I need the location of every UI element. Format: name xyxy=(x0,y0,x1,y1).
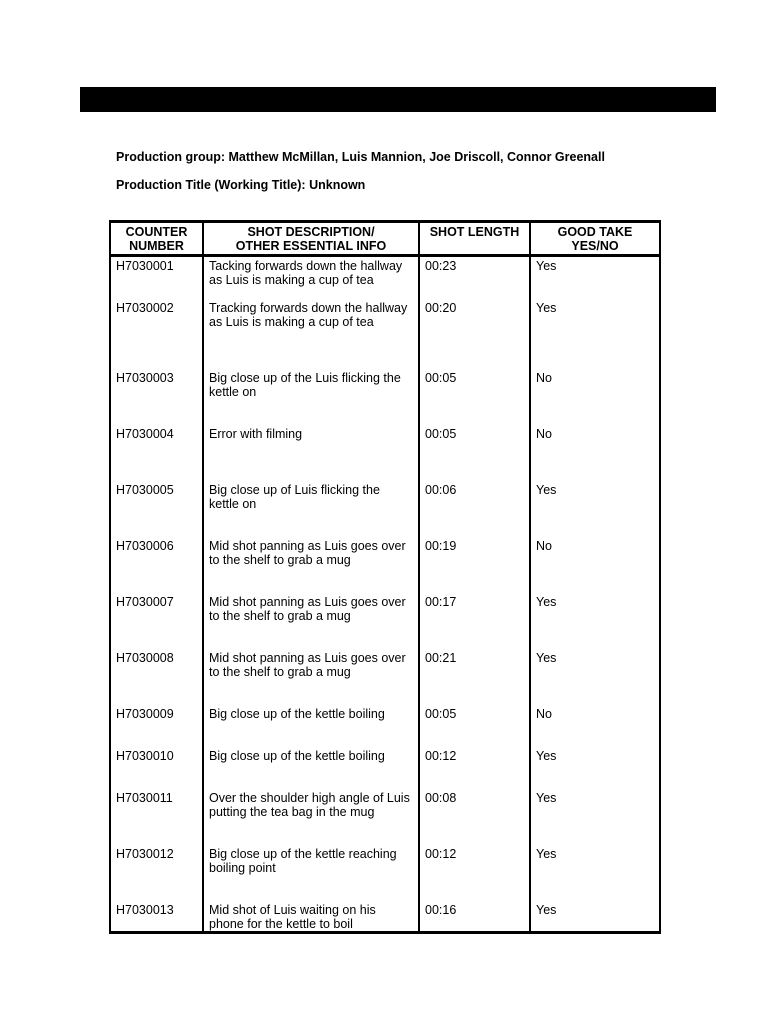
description-cell: Mid shot of Luis waiting on his phone for the kettle to boil xyxy=(203,901,419,933)
good-take-cell: Yes xyxy=(530,845,660,901)
length-cell: 00:05 xyxy=(419,705,530,747)
description-cell: Error with filming xyxy=(203,425,419,481)
table-row xyxy=(110,789,660,845)
good-take-cell: Yes xyxy=(530,789,660,845)
good-take-cell: No xyxy=(530,537,660,593)
length-cell: 00:12 xyxy=(419,845,530,901)
table-row xyxy=(110,901,660,933)
counter-cell: H7030002 xyxy=(110,299,203,369)
description-cell: Big close up of the kettle reaching boiling point xyxy=(203,845,419,901)
counter-cell: H7030013 xyxy=(110,901,203,933)
description-cell: Mid shot panning as Luis goes over to the shelf to grab a mug xyxy=(203,593,419,649)
length-cell: 00:16 xyxy=(419,901,530,933)
description-cell: Mid shot panning as Luis goes over to the shelf to grab a mug xyxy=(203,649,419,705)
good-take-cell: Yes xyxy=(530,593,660,649)
production-group-line xyxy=(116,150,605,164)
good-take-cell: Yes xyxy=(530,747,660,789)
counter-cell: H7030008 xyxy=(110,649,203,705)
table-row xyxy=(110,593,660,649)
good-take-cell: Yes xyxy=(530,481,660,537)
good-take-cell: No xyxy=(530,425,660,481)
counter-cell: H7030003 xyxy=(110,369,203,425)
length-cell: 00:05 xyxy=(419,369,530,425)
table-row xyxy=(110,299,660,369)
table-header-row xyxy=(110,222,660,256)
length-cell: 00:17 xyxy=(419,593,530,649)
counter-cell: H7030009 xyxy=(110,705,203,747)
description-cell: Big close up of the Luis flicking the kettle on xyxy=(203,369,419,425)
length-cell: 00:21 xyxy=(419,649,530,705)
counter-cell: H7030004 xyxy=(110,425,203,481)
counter-cell: H7030010 xyxy=(110,747,203,789)
good-take-cell: No xyxy=(530,369,660,425)
length-cell: 00:06 xyxy=(419,481,530,537)
table-row xyxy=(110,537,660,593)
good-take-cell: Yes xyxy=(530,649,660,705)
counter-cell: H7030007 xyxy=(110,593,203,649)
table-row xyxy=(110,845,660,901)
table-row xyxy=(110,425,660,481)
production-title-value: Unknown xyxy=(309,178,366,192)
shot-log-table xyxy=(109,220,661,934)
header-black-bar xyxy=(80,87,716,112)
length-cell: 00:08 xyxy=(419,789,530,845)
description-cell: Tracking forwards down the hallway as Luis is making a cup of tea xyxy=(203,299,419,369)
description-cell: Big close up of the kettle boiling xyxy=(203,747,419,789)
header-good-take: GOOD TAKE YES/NO xyxy=(530,222,660,256)
production-group-value: Matthew McMillan, Luis Mannion, Joe Driscoll, Connor Greenall xyxy=(228,150,605,164)
description-cell: Big close up of Luis flicking the kettle on xyxy=(203,481,419,537)
good-take-cell: Yes xyxy=(530,901,660,933)
description-cell: Over the shoulder high angle of Luis putting the tea bag in the mug xyxy=(203,789,419,845)
header-shot-description: SHOT DESCRIPTION/ OTHER ESSENTIAL INFO xyxy=(203,222,419,256)
good-take-cell: Yes xyxy=(530,256,660,300)
table-row xyxy=(110,705,660,747)
length-cell: 00:05 xyxy=(419,425,530,481)
production-group-label: Production group: xyxy=(116,150,226,164)
length-cell: 00:23 xyxy=(419,256,530,300)
table-row xyxy=(110,747,660,789)
description-cell: Big close up of the kettle boiling xyxy=(203,705,419,747)
good-take-cell: Yes xyxy=(530,299,660,369)
length-cell: 00:19 xyxy=(419,537,530,593)
production-title-label: Production Title (Working Title): xyxy=(116,178,306,192)
table-row xyxy=(110,481,660,537)
table-row xyxy=(110,256,660,300)
counter-cell: H7030012 xyxy=(110,845,203,901)
counter-cell: H7030001 xyxy=(110,256,203,300)
production-title-line xyxy=(116,178,365,192)
length-cell: 00:12 xyxy=(419,747,530,789)
counter-cell: H7030005 xyxy=(110,481,203,537)
header-counter-number: COUNTER NUMBER xyxy=(110,222,203,256)
description-cell: Tacking forwards down the hallway as Luis is making a cup of tea xyxy=(203,256,419,300)
table-row xyxy=(110,649,660,705)
good-take-cell: No xyxy=(530,705,660,747)
table-row xyxy=(110,369,660,425)
counter-cell: H7030006 xyxy=(110,537,203,593)
counter-cell: H7030011 xyxy=(110,789,203,845)
length-cell: 00:20 xyxy=(419,299,530,369)
description-cell: Mid shot panning as Luis goes over to the shelf to grab a mug xyxy=(203,537,419,593)
header-shot-length: SHOT LENGTH xyxy=(419,222,530,256)
